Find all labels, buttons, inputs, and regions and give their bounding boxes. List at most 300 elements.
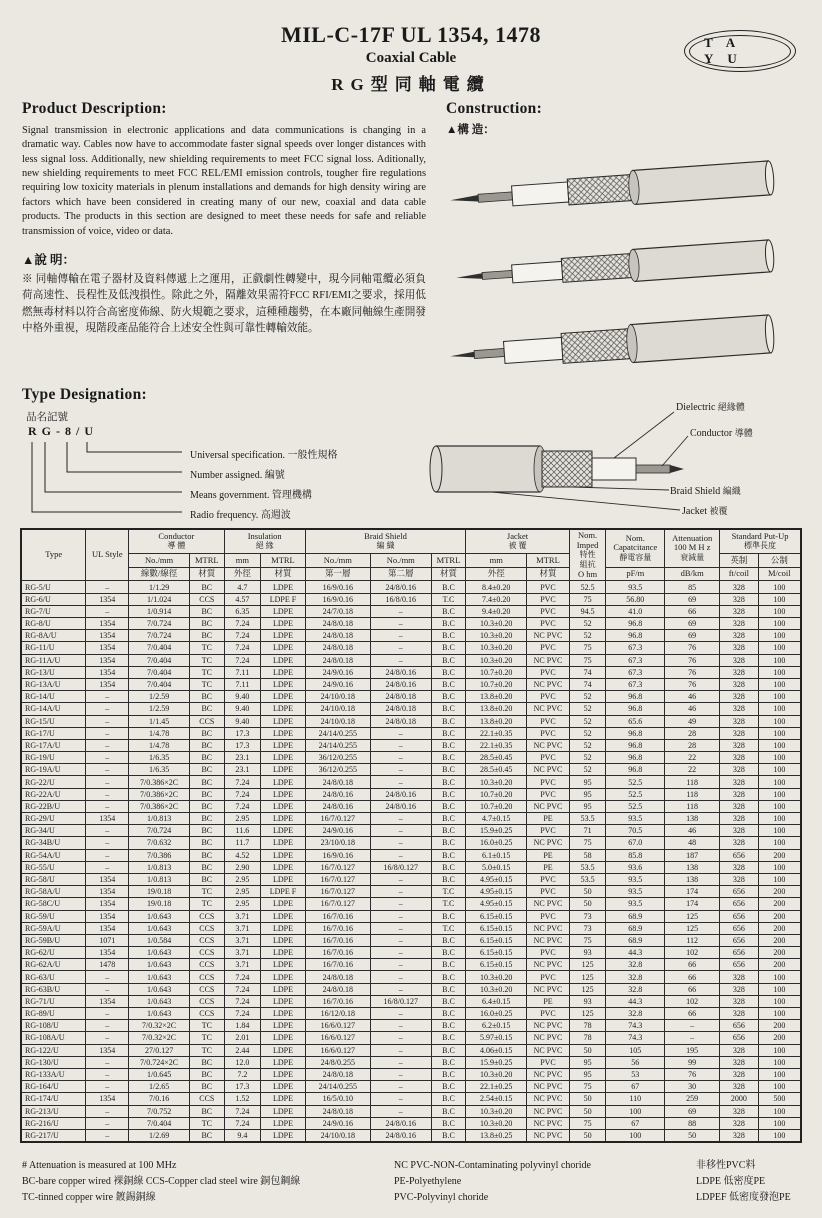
spec-cell: 328 — [720, 837, 759, 849]
spec-cell: 656 — [720, 922, 759, 934]
spec-cell: B.C — [431, 983, 466, 995]
spec-row — [21, 886, 801, 898]
th-cond-no-cn: 線數/線徑 — [129, 567, 190, 581]
spec-row — [21, 739, 801, 751]
spec-cell: 1478 — [86, 959, 129, 971]
footer-ncpvc-def: NC PVC-NON-Contaminating polyvinyl choride — [394, 1160, 591, 1171]
spec-cell: 24/7/0.18 — [305, 605, 370, 617]
spec-cell: – — [370, 934, 431, 946]
spec-cell: 16/7/0.127 — [305, 813, 370, 825]
spec-cell: B.C — [431, 703, 466, 715]
spec-cell: 1/0.643 — [129, 995, 190, 1007]
spec-cell: 100 — [758, 1044, 801, 1056]
spec-cell: NC PVC — [527, 837, 570, 849]
spec-cell: 7/0.404 — [129, 654, 190, 666]
spec-cell: 500 — [758, 1093, 801, 1105]
spec-cell: – — [86, 715, 129, 727]
spec-cell: 24/8/0.16 — [305, 800, 370, 812]
spec-cell: 23.1 — [224, 752, 261, 764]
spec-cell: BC — [190, 618, 225, 630]
spec-cell: B.C — [431, 1093, 466, 1105]
spec-cell: – — [86, 800, 129, 812]
spec-cell: 200 — [758, 934, 801, 946]
spec-cell: LDPE — [261, 1117, 306, 1129]
spec-cell: LDPE F — [261, 593, 306, 605]
spec-cell: LDPE F — [261, 886, 306, 898]
spec-cell: 174 — [665, 898, 720, 910]
spec-cell: 13.8±0.20 — [466, 703, 527, 715]
spec-cell: 125 — [569, 959, 606, 971]
spec-cell: LDPE — [261, 947, 306, 959]
spec-cell: 195 — [665, 1044, 720, 1056]
spec-cell: 100 — [758, 678, 801, 690]
spec-cell: 32.8 — [606, 971, 665, 983]
spec-cell: B.C — [431, 1044, 466, 1056]
spec-cell: 53.5 — [569, 861, 606, 873]
label-jacket-cn: 被覆 — [709, 506, 728, 516]
spec-cell: 24/8/0.16 — [370, 800, 431, 812]
spec-cell: 50 — [569, 886, 606, 898]
spec-cell: 138 — [665, 813, 720, 825]
spec-cell-type: RG-6/U — [21, 593, 86, 605]
spec-cell: LDPE — [261, 1093, 306, 1105]
spec-cell: 1/0.643 — [129, 983, 190, 995]
spec-cell: 32.8 — [606, 1008, 665, 1020]
spec-cell: 100 — [758, 1129, 801, 1142]
spec-cell: 100 — [758, 983, 801, 995]
spec-cell: 93.5 — [606, 873, 665, 885]
spec-cell: NC PVC — [527, 898, 570, 910]
spec-cell-type: RG-22A/U — [21, 788, 86, 800]
spec-cell: B.C — [431, 666, 466, 678]
spec-cell: 328 — [720, 642, 759, 654]
type-designation-heading: Type Designation: — [22, 386, 147, 403]
spec-row — [21, 752, 801, 764]
spec-cell: 7.11 — [224, 678, 261, 690]
spec-cell: 75 — [569, 593, 606, 605]
spec-cell: 328 — [720, 788, 759, 800]
coax-cable-illustration-1 — [445, 152, 778, 227]
spec-cell: 656 — [720, 849, 759, 861]
spec-cell: – — [370, 1093, 431, 1105]
spec-row — [21, 593, 801, 605]
spec-cell: NC PVC — [527, 764, 570, 776]
th-jacket-mtrl: MTRL — [527, 554, 570, 568]
footer-pvc-def: PVC-Polyvinyl choride — [394, 1192, 489, 1203]
spec-cell: 7.24 — [224, 1117, 261, 1129]
spec-cell: 7/0.386 — [129, 849, 190, 861]
label-braid-en: Braid Shield — [670, 486, 721, 497]
spec-cell: 7.24 — [224, 618, 261, 630]
spec-cell: 328 — [720, 654, 759, 666]
spec-cell: 22.1±0.25 — [466, 1081, 527, 1093]
spec-cell: 10.3±0.20 — [466, 1068, 527, 1080]
spec-cell: LDPE — [261, 934, 306, 946]
spec-cell: 10.3±0.20 — [466, 776, 527, 788]
footer-bc-ccs-def: BC-bare copper wired 裸銅線 CCS-Copper clad steel wire 銅包鋼線 — [22, 1176, 301, 1187]
type-designation-label: 品名記號 — [26, 412, 68, 423]
spec-cell: 2.01 — [224, 1032, 261, 1044]
spec-cell: 1354 — [86, 947, 129, 959]
spec-cell: – — [86, 1081, 129, 1093]
spec-cell: BC — [190, 752, 225, 764]
spec-cell: B.C — [431, 873, 466, 885]
spec-cell: TC — [190, 666, 225, 678]
spec-cell: – — [370, 898, 431, 910]
spec-cell: PE — [527, 995, 570, 1007]
spec-cell: 24/8/0.18 — [305, 1068, 370, 1080]
spec-cell: 24/8/0.16 — [370, 678, 431, 690]
spec-cell: 5.0±0.15 — [466, 861, 527, 873]
spec-cell: B.C — [431, 947, 466, 959]
spec-cell: B.C — [431, 630, 466, 642]
spec-cell: B.C — [431, 654, 466, 666]
spec-cell: 7/0.386×2C — [129, 776, 190, 788]
type-designation-section — [22, 386, 802, 526]
spec-cell: 75 — [569, 934, 606, 946]
spec-cell: LDPE — [261, 898, 306, 910]
footer-row — [22, 1174, 806, 1190]
spec-cell: LDPE — [261, 983, 306, 995]
spec-cell: B.C — [431, 1008, 466, 1020]
spec-cell: 1/6.35 — [129, 752, 190, 764]
spec-cell: 102 — [665, 995, 720, 1007]
spec-cell: 1/1.024 — [129, 593, 190, 605]
spec-cell: 1/6.35 — [129, 764, 190, 776]
spec-cell: LDPE — [261, 1044, 306, 1056]
spec-cell: 7.4±0.20 — [466, 593, 527, 605]
spec-cell: – — [370, 1068, 431, 1080]
spec-cell: TC — [190, 1044, 225, 1056]
spec-cell-type: RG-7/U — [21, 605, 86, 617]
spec-cell-type: RG-14/U — [21, 691, 86, 703]
spec-cell: 67.3 — [606, 678, 665, 690]
spec-cell: LDPE — [261, 581, 306, 593]
spec-cell-type: RG-29/U — [21, 813, 86, 825]
spec-cell: 7/0.632 — [129, 837, 190, 849]
spec-cell: LDPE — [261, 1020, 306, 1032]
spec-row — [21, 947, 801, 959]
spec-cell: 1/4.78 — [129, 727, 190, 739]
spec-cell: 328 — [720, 739, 759, 751]
spec-cell: BC — [190, 776, 225, 788]
spec-cell: 100 — [758, 581, 801, 593]
footer-ldpe-cn: LDPE 低密度PE — [696, 1176, 766, 1187]
spec-cell: B.C — [431, 642, 466, 654]
spec-cell: 1/1.45 — [129, 715, 190, 727]
spec-cell: 93.6 — [606, 861, 665, 873]
spec-cell: 13.8±0.25 — [466, 1129, 527, 1142]
spec-cell-type: RG-108A/U — [21, 1032, 86, 1044]
spec-cell: 16/7/0.16 — [305, 947, 370, 959]
spec-cell: 328 — [720, 691, 759, 703]
spec-cell: 16/5/0.10 — [305, 1093, 370, 1105]
page-subtitle-cn: RG型同軸電纜 — [331, 75, 491, 94]
spec-cell: 22.1±0.35 — [466, 739, 527, 751]
spec-cell: 328 — [720, 678, 759, 690]
spec-cell: 52 — [569, 703, 606, 715]
spec-cell: 52 — [569, 752, 606, 764]
spec-cell: 1354 — [86, 910, 129, 922]
spec-cell: – — [370, 922, 431, 934]
spec-cell: 66 — [665, 983, 720, 995]
spec-cell: 13.8±0.20 — [466, 691, 527, 703]
spec-cell: 328 — [720, 813, 759, 825]
spec-cell-type: RG-89/U — [21, 1008, 86, 1020]
spec-cell: 96.8 — [606, 727, 665, 739]
spec-cell: NC PVC — [527, 630, 570, 642]
spec-row — [21, 861, 801, 873]
spec-cell: 32.8 — [606, 959, 665, 971]
spec-cell: BC — [190, 764, 225, 776]
spec-cell: BC — [190, 1056, 225, 1068]
th-jacket-mm: mm — [466, 554, 527, 568]
th-attenuation: Attenuation 100 M H z 衰減量 — [665, 529, 720, 567]
spec-cell: 96.8 — [606, 703, 665, 715]
spec-cell: 328 — [720, 752, 759, 764]
spec-cell: 100 — [758, 971, 801, 983]
spec-cell: 100 — [758, 776, 801, 788]
th-braid-mtrl: MTRL — [431, 554, 466, 568]
spec-cell: NC PVC — [527, 1117, 570, 1129]
spec-cell: 16.0±0.25 — [466, 837, 527, 849]
spec-cell: 10.3±0.20 — [466, 983, 527, 995]
spec-row — [21, 1093, 801, 1105]
spec-cell: 53 — [606, 1068, 665, 1080]
spec-cell: 4.7±0.15 — [466, 813, 527, 825]
spec-cell: B.C — [431, 959, 466, 971]
spec-cell: – — [86, 703, 129, 715]
spec-cell: 1/1.29 — [129, 581, 190, 593]
footer-pe-def: PE-Polyethylene — [394, 1176, 462, 1187]
spec-cell-type: RG-14A/U — [21, 703, 86, 715]
spec-cell: 1354 — [86, 995, 129, 1007]
spec-cell: 16.0±0.25 — [466, 1008, 527, 1020]
spec-cell: TC — [190, 1117, 225, 1129]
spec-cell: 24/10/0.18 — [305, 691, 370, 703]
spec-cell: NC PVC — [527, 678, 570, 690]
spec-cell: 24/8/0.18 — [305, 630, 370, 642]
spec-cell: NC PVC — [527, 1129, 570, 1142]
spec-cell: – — [86, 727, 129, 739]
th-braid2-no: No./mm — [370, 554, 431, 568]
spec-cell: LDPE — [261, 739, 306, 751]
spec-row — [21, 1056, 801, 1068]
spec-cell: 7/0.404 — [129, 642, 190, 654]
footer-attenuation-note: # Attenuation is measured at 100 MHz — [22, 1160, 177, 1171]
spec-cell: 100 — [758, 654, 801, 666]
spec-row — [21, 581, 801, 593]
spec-cell: 16/7/0.16 — [305, 910, 370, 922]
spec-cell: 52 — [569, 727, 606, 739]
spec-cell: 7.24 — [224, 788, 261, 800]
spec-cell: NC PVC — [527, 1081, 570, 1093]
th-ft-coil: ft/coil — [720, 567, 759, 581]
spec-cell: 7/0.724 — [129, 618, 190, 630]
spec-row — [21, 715, 801, 727]
spec-cell: 10.7±0.20 — [466, 788, 527, 800]
spec-cell-type: RG-59B/U — [21, 934, 86, 946]
spec-cell-type: RG-17/U — [21, 727, 86, 739]
spec-cell: 78 — [569, 1032, 606, 1044]
type-label-government: Means government. 管理機構 — [190, 490, 312, 501]
spec-cell: T.C — [431, 922, 466, 934]
spec-cell: PVC — [527, 691, 570, 703]
spec-cell: – — [86, 691, 129, 703]
label-braid-shield — [670, 484, 741, 497]
spec-cell-type: RG-8/U — [21, 618, 86, 630]
spec-cell: 76 — [665, 1068, 720, 1080]
spec-cell: 328 — [720, 995, 759, 1007]
spec-cell: 88 — [665, 1117, 720, 1129]
spec-cell: 99 — [665, 1056, 720, 1068]
th-type — [21, 529, 86, 581]
spec-row — [21, 1068, 801, 1080]
spec-cell: 3.71 — [224, 959, 261, 971]
spec-cell: 7/0.724 — [129, 630, 190, 642]
spec-cell: 13.8±0.20 — [466, 715, 527, 727]
spec-cell: 16/12/0.18 — [305, 1008, 370, 1020]
th-braid1-no: No./mm — [305, 554, 370, 568]
spec-cell: B.C — [431, 1105, 466, 1117]
spec-cell: BC — [190, 1129, 225, 1142]
spec-row — [21, 1117, 801, 1129]
spec-row — [21, 995, 801, 1007]
spec-cell: 24/8/0.16 — [370, 666, 431, 678]
spec-cell: 69 — [665, 630, 720, 642]
spec-cell: 67.0 — [606, 837, 665, 849]
spec-cell: B.C — [431, 605, 466, 617]
spec-cell: 1/4.78 — [129, 739, 190, 751]
spec-cell: 3.71 — [224, 947, 261, 959]
spec-cell: – — [86, 983, 129, 995]
spec-cell: 328 — [720, 971, 759, 983]
spec-cell: 50 — [569, 1044, 606, 1056]
spec-cell-type: RG-34B/U — [21, 837, 86, 849]
spec-row — [21, 1044, 801, 1056]
spec-cell: NC PVC — [527, 1093, 570, 1105]
tayu-logo-text: TA YU — [689, 35, 791, 68]
spec-cell: 96.8 — [606, 752, 665, 764]
spec-cell: 4.06±0.15 — [466, 1044, 527, 1056]
spec-cell-type: RG-15/U — [21, 715, 86, 727]
spec-row — [21, 922, 801, 934]
spec-cell: 66 — [665, 1008, 720, 1020]
spec-cell: 656 — [720, 1020, 759, 1032]
spec-cell: 328 — [720, 630, 759, 642]
spec-cell: 100 — [758, 1081, 801, 1093]
spec-cell: T.C — [431, 593, 466, 605]
spec-cell: 56.80 — [606, 593, 665, 605]
spec-cell-type: RG-122/U — [21, 1044, 86, 1056]
spec-row — [21, 983, 801, 995]
label-jacket-en: Jacket — [682, 506, 707, 517]
spec-cell: 24/8/0.16 — [370, 581, 431, 593]
spec-row — [21, 813, 801, 825]
th-impedance: Nom. Imped 特性 組抗 O hm — [569, 529, 606, 581]
spec-cell: B.C — [431, 1117, 466, 1129]
spec-cell-type: RG-54A/U — [21, 849, 86, 861]
spec-cell-type: RG-213/U — [21, 1105, 86, 1117]
th-ins-mtrl: MTRL — [261, 554, 306, 568]
spec-cell: BC — [190, 691, 225, 703]
spec-cell: 100 — [758, 630, 801, 642]
spec-cell: 24/8/0.16 — [370, 1129, 431, 1142]
spec-cell: LDPE — [261, 922, 306, 934]
th-jacket: Jacket 被 覆 — [466, 529, 570, 554]
spec-cell: – — [86, 752, 129, 764]
spec-row — [21, 788, 801, 800]
spec-cell: BC — [190, 788, 225, 800]
spec-cell: 2.95 — [224, 813, 261, 825]
spec-cell: 7.24 — [224, 800, 261, 812]
spec-cell: – — [370, 886, 431, 898]
spec-cell: 656 — [720, 898, 759, 910]
spec-cell: 328 — [720, 1117, 759, 1129]
spec-cell: 6.15±0.15 — [466, 934, 527, 946]
coax-cable-illustration-3 — [445, 308, 778, 383]
spec-cell: PVC — [527, 825, 570, 837]
page-subtitle: Coaxial Cable — [365, 50, 457, 66]
spec-cell-type: RG-58C/U — [21, 898, 86, 910]
spec-cell: 19/0.18 — [129, 898, 190, 910]
spec-cell: 10.3±0.20 — [466, 1117, 527, 1129]
spec-cell: 50 — [569, 1129, 606, 1142]
spec-cell: BC — [190, 1105, 225, 1117]
spec-cell: 7/0.16 — [129, 1093, 190, 1105]
spec-cell: LDPE — [261, 654, 306, 666]
spec-cell: B.C — [431, 1068, 466, 1080]
spec-cell: LDPE — [261, 971, 306, 983]
spec-cell: 7.24 — [224, 776, 261, 788]
spec-cell: PE — [527, 861, 570, 873]
type-label-number: Number assigned. 編號 — [190, 470, 285, 481]
spec-cell: – — [370, 1081, 431, 1093]
spec-cell: 1354 — [86, 1093, 129, 1105]
spec-cell: 1/0.643 — [129, 947, 190, 959]
spec-row — [21, 703, 801, 715]
spec-cell: NC PVC — [527, 800, 570, 812]
spec-cell: 1354 — [86, 654, 129, 666]
spec-cell: 7/0.404 — [129, 1117, 190, 1129]
spec-cell: 7/0.404 — [129, 678, 190, 690]
spec-cell: 4.57 — [224, 593, 261, 605]
spec-cell: 32.8 — [606, 983, 665, 995]
th-jacket-od-cn: 外徑 — [466, 567, 527, 581]
spec-cell: BC — [190, 581, 225, 593]
spec-cell: 5.97±0.15 — [466, 1032, 527, 1044]
spec-cell: – — [665, 1032, 720, 1044]
spec-cell: B.C — [431, 849, 466, 861]
spec-cell: 52 — [569, 715, 606, 727]
spec-cell: – — [370, 605, 431, 617]
spec-cell: – — [370, 642, 431, 654]
spec-cell: 2.95 — [224, 873, 261, 885]
spec-cell-type: RG-34/U — [21, 825, 86, 837]
spec-cell: 94.5 — [569, 605, 606, 617]
left-column — [22, 100, 426, 338]
spec-row — [21, 691, 801, 703]
spec-cell: LDPE — [261, 752, 306, 764]
spec-cell: 1354 — [86, 1044, 129, 1056]
th-cond-no: No./mm — [129, 554, 190, 568]
spec-cell: 75 — [569, 1117, 606, 1129]
spec-cell: – — [86, 788, 129, 800]
spec-cell: 100 — [758, 666, 801, 678]
spec-cell: 67.3 — [606, 654, 665, 666]
spec-cell: PVC — [527, 605, 570, 617]
spec-cell: 52 — [569, 630, 606, 642]
